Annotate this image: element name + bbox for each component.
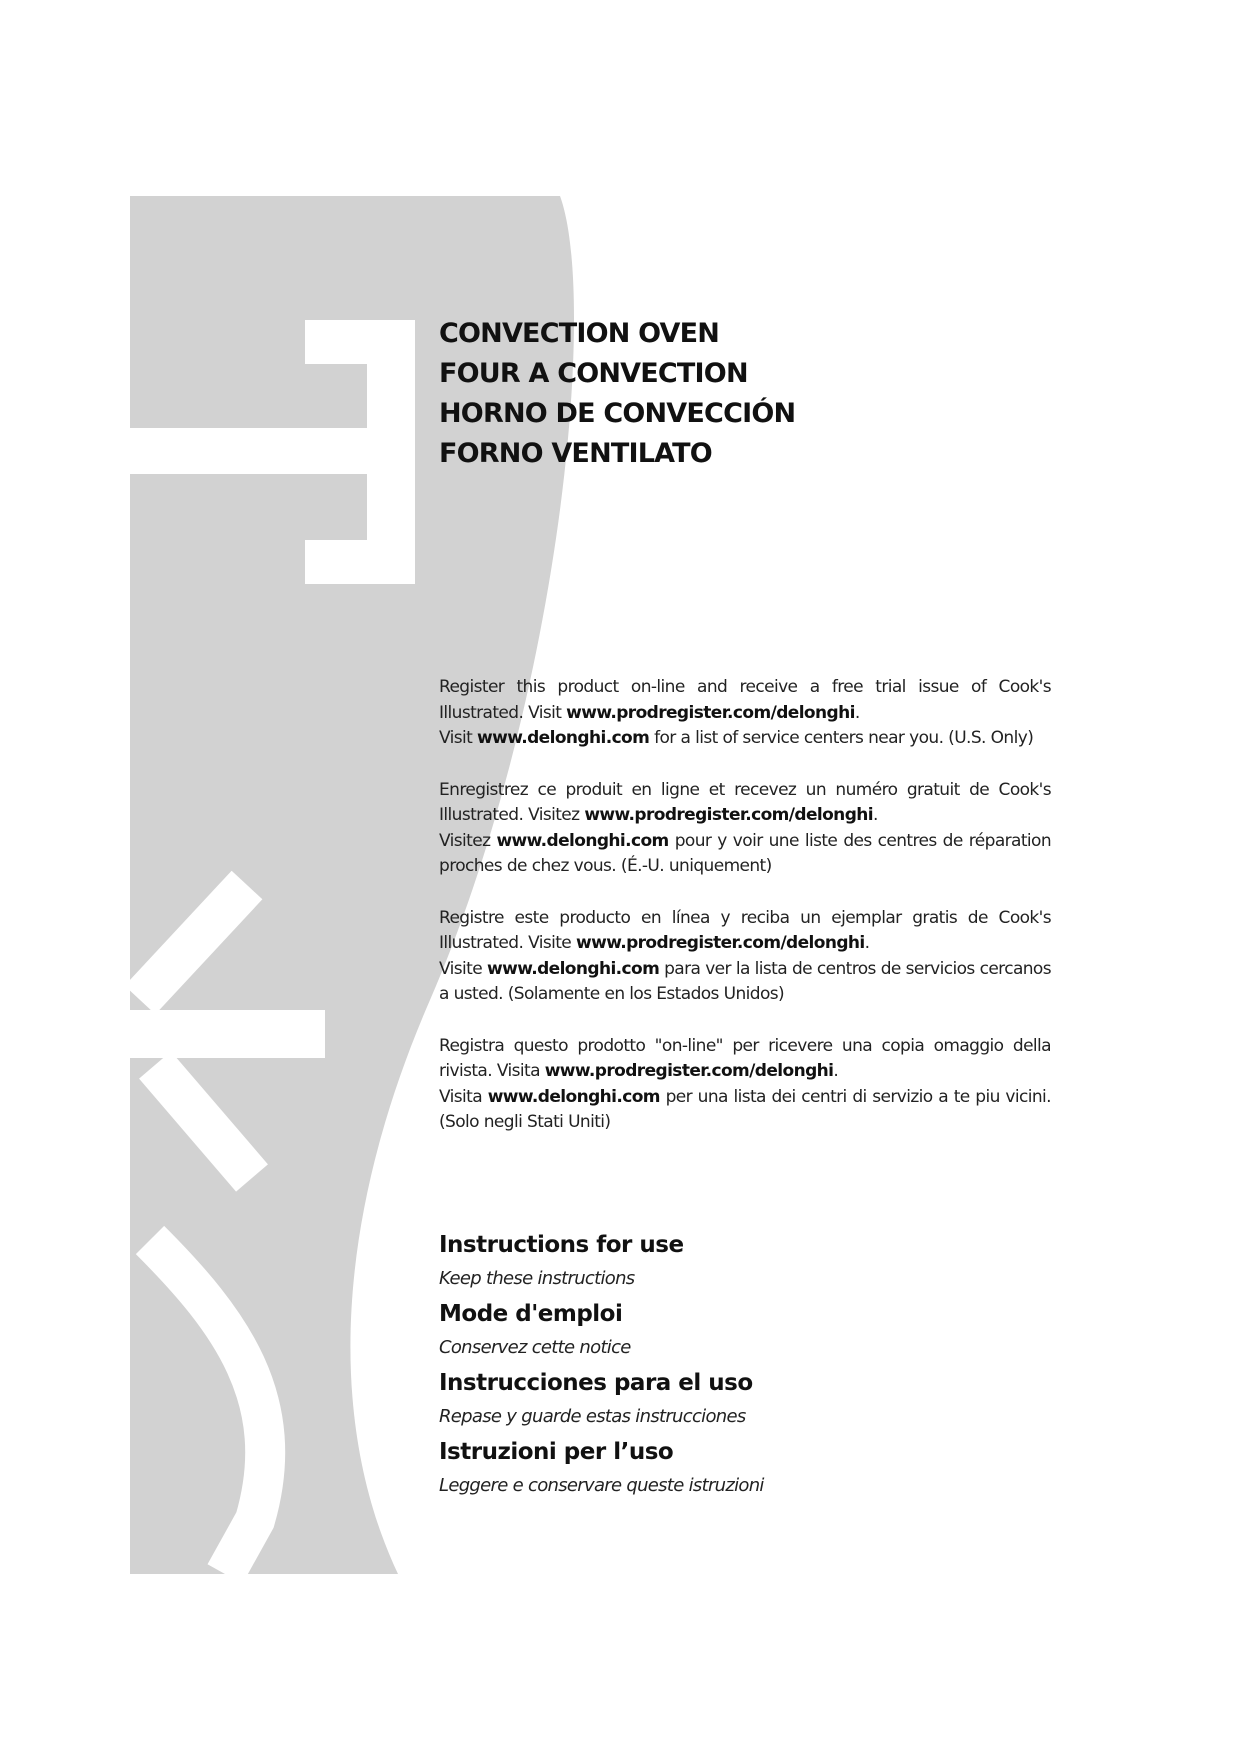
letter-cutout-bottom-foot [305, 540, 415, 584]
instructions-heading-italian: Istruzioni per l’uso [439, 1439, 674, 1465]
product-titles [439, 314, 795, 474]
registration-italian [439, 1034, 1051, 1136]
prodregister-link[interactable]: www.prodregister.com/delonghi [566, 702, 855, 723]
title-spanish: HORNO DE CONVECCIÓN [439, 398, 796, 429]
title-italian: FORNO VENTILATO [439, 438, 712, 469]
delonghi-link[interactable]: www.delonghi.com [496, 830, 669, 851]
instructions-heading-spanish: Instrucciones para el uso [439, 1370, 753, 1396]
registration-line: Registra questo prodotto "on-line" per ricevere una copia omaggio della [439, 1035, 1051, 1056]
registration-english [439, 675, 1051, 752]
registration-text: rivista. Visita [439, 1061, 545, 1081]
registration-text: Visite [439, 958, 487, 979]
registration-line [439, 1059, 1051, 1085]
registration-line [439, 829, 1051, 855]
registration-line: (Solo negli Stati Uniti) [439, 1112, 611, 1132]
instructions-list [439, 1228, 764, 1504]
title-french: FOUR A CONVECTION [439, 358, 748, 389]
instructions-heading-french: Mode d'emploi [439, 1301, 623, 1327]
registration-line: Enregistrez ce produit en ligne et recevez un numéro gratuit de Cook's [439, 779, 1051, 800]
registration-text: for a list of service centers near you. (U.S. Only) [649, 728, 1034, 748]
registration-text: . [833, 1061, 839, 1081]
registration-line: Register this product on-line and receive a free trial issue of Cook's [439, 677, 1051, 697]
delonghi-link[interactable]: www.delonghi.com [486, 958, 660, 979]
letter-cutout-top-left [305, 320, 415, 364]
registration-text: . [854, 702, 860, 723]
prodregister-link[interactable]: www.prodregister.com/delonghi [575, 933, 865, 953]
registration-line [439, 803, 1051, 829]
registration-line [439, 957, 1051, 983]
registration-line: proches de chez vous. (É.-U. uniquement) [439, 856, 772, 876]
registration-line [439, 931, 1051, 957]
registration-text: Visitez [439, 830, 497, 851]
registration-line [439, 701, 1051, 727]
registration-line: Registre este producto en línea y reciba un ejemplar gratis de Cook's [439, 907, 1051, 928]
registration-info [439, 675, 1051, 1162]
registration-line [439, 726, 1051, 752]
registration-text: Illustrated. Visitez [439, 805, 585, 825]
registration-french [439, 778, 1051, 880]
delonghi-link[interactable]: www.delonghi.com [477, 728, 650, 748]
registration-text: Visit [439, 728, 478, 748]
title-english: CONVECTION OVEN [439, 318, 720, 349]
delonghi-link[interactable]: www.delonghi.com [487, 1086, 660, 1107]
registration-line [439, 1085, 1051, 1111]
instructions-subtitle-french: Conservez cette notice [439, 1337, 631, 1358]
letter-cutout-left-bar [130, 428, 415, 474]
registration-text: Visita [439, 1086, 488, 1107]
registration-spanish [439, 906, 1051, 1008]
letter-cutout-e-bar [130, 1010, 325, 1058]
registration-text: . [873, 805, 878, 825]
registration-text: . [864, 933, 870, 953]
registration-text: Illustrated. Visite [439, 933, 576, 953]
registration-text: pour y voir une liste des centres de réparation [668, 830, 1052, 851]
instructions-heading-english: Instructions for use [439, 1232, 684, 1258]
prodregister-link[interactable]: www.prodregister.com/delonghi [544, 1061, 834, 1081]
registration-line: a usted. (Solamente en los Estados Unidos) [439, 984, 785, 1004]
instructions-subtitle-italian: Leggere e conservare queste istruzioni [439, 1475, 764, 1496]
instructions-subtitle-spanish: Repase y guarde estas instrucciones [439, 1406, 746, 1427]
registration-text: per una lista dei centri di servizio a te piu vicini. [659, 1086, 1051, 1107]
instructions-subtitle-english: Keep these instructions [439, 1268, 635, 1289]
registration-text: Illustrated. Visit [439, 702, 567, 723]
prodregister-link[interactable]: www.prodregister.com/delonghi [584, 805, 873, 825]
registration-text: para ver la lista de centros de servicios cercanos [659, 958, 1051, 979]
